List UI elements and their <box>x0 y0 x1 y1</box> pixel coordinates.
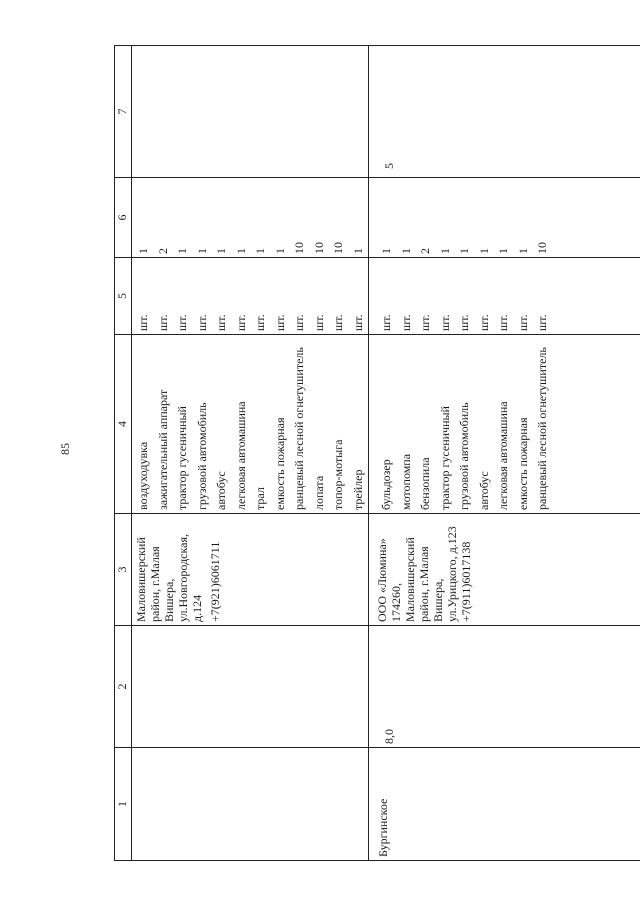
equipment-name: легковая автомашина <box>233 401 248 510</box>
table-row <box>369 46 640 861</box>
equipment-name: емкость пожарная <box>272 417 287 510</box>
equipment-name: мотопомпа <box>398 453 413 510</box>
equipment-qty: 1 <box>233 248 248 254</box>
address-line: д.124 <box>190 594 204 622</box>
equipment-qty: 10 <box>292 242 306 254</box>
equipment-name: автобус <box>476 471 491 510</box>
equipment-name: воздуходувка <box>136 441 150 510</box>
resources-table <box>114 45 640 861</box>
equipment-name: ранцевый лесной огнетушитель <box>292 347 306 510</box>
equipment-unit: шт. <box>496 314 510 331</box>
header-row <box>115 46 132 861</box>
equipment-unit: шт. <box>214 314 228 331</box>
equipment-qty: 1 <box>476 248 491 254</box>
equipment-unit: шт. <box>418 314 432 331</box>
equipment-names-cell <box>132 335 369 514</box>
equipment-name: автобус <box>214 471 228 510</box>
phone-number: +7(911)6017138 <box>459 541 473 622</box>
equipment-units-cell <box>132 258 369 335</box>
postal-code: 174260, <box>389 583 403 622</box>
equipment-unit: шт. <box>476 314 491 331</box>
col7-cell: 5 <box>369 46 640 178</box>
table-header <box>115 46 132 861</box>
col7-cell <box>132 46 369 178</box>
equipment-qty: 1 <box>496 248 510 254</box>
equipment-qty: 1 <box>136 248 150 254</box>
equipment-name: топор-мотыга <box>331 439 345 510</box>
equipment-qty: 1 <box>253 248 267 254</box>
organization-cell <box>132 514 369 626</box>
equipment-unit: шт. <box>136 314 150 331</box>
address-line: Вишера, <box>431 578 445 622</box>
header-col-3: 3 <box>115 514 132 626</box>
header-col-2: 2 <box>115 626 132 748</box>
equipment-unit: шт. <box>437 314 452 331</box>
equipment-unit: шт. <box>379 314 393 331</box>
equipment-unit: шт. <box>292 314 306 331</box>
equipment-qty: 1 <box>437 248 452 254</box>
address-line: район, г.Малая <box>417 546 431 622</box>
equipment-name: трейлер <box>350 469 365 510</box>
equipment-name: трал <box>253 487 267 510</box>
equipment-qty-cell <box>132 178 369 258</box>
equipment-name: зажигательный аппарат <box>155 389 170 510</box>
equipment-unit: шт. <box>457 314 471 331</box>
header-col-4: 4 <box>115 335 132 514</box>
equipment-names-cell <box>369 335 640 514</box>
equipment-unit: шт. <box>155 314 170 331</box>
address-line: район, г.Малая <box>148 546 162 622</box>
equipment-unit: шт. <box>272 314 287 331</box>
equipment-name: трактор гусеничный <box>437 406 452 510</box>
equipment-name: бензопила <box>418 457 432 510</box>
address-line: ул.Урицкого, д.123 <box>445 526 459 622</box>
equipment-name: лопата <box>311 475 326 510</box>
equipment-unit: шт. <box>233 314 248 331</box>
phone-number: +7(921)6061711 <box>208 541 222 622</box>
equipment-unit: шт. <box>253 314 267 331</box>
equipment-unit: шт. <box>194 314 209 331</box>
equipment-name: трактор гусеничный <box>175 406 189 510</box>
equipment-name: бульдозер <box>379 459 393 510</box>
page-number: 85 <box>58 443 72 455</box>
equipment-qty: 1 <box>457 248 471 254</box>
equipment-qty: 1 <box>272 248 287 254</box>
equipment-unit: шт. <box>350 314 365 331</box>
equipment-qty: 1 <box>194 248 209 254</box>
equipment-unit: шт. <box>535 314 549 331</box>
equipment-qty-cell <box>369 178 640 258</box>
address-line: Маловишерский <box>403 537 417 622</box>
header-col-7: 7 <box>115 46 132 178</box>
equipment-name: грузовой автомобиль <box>457 402 471 510</box>
equipment-name: легковая автомашина <box>496 401 510 510</box>
equipment-qty: 1 <box>379 248 393 254</box>
equipment-qty: 1 <box>398 248 413 254</box>
area-cell: 8,0 <box>369 626 640 748</box>
equipment-qty: 1 <box>350 248 365 254</box>
equipment-qty: 1 <box>175 248 189 254</box>
equipment-qty: 1 <box>515 248 530 254</box>
organization-name: ООО «Люмина» <box>375 538 389 622</box>
equipment-qty: 2 <box>418 248 432 254</box>
header-col-5: 5 <box>115 258 132 335</box>
table-row <box>132 46 369 861</box>
equipment-name: грузовой автомобиль <box>194 402 209 510</box>
header-col-6: 6 <box>115 178 132 258</box>
equipment-name: емкость пожарная <box>515 417 530 510</box>
organization-cell <box>369 514 640 626</box>
address-line: Маловишерский <box>134 537 148 622</box>
header-col-1: 1 <box>115 748 132 861</box>
equipment-qty: 10 <box>535 242 549 254</box>
equipment-unit: шт. <box>398 314 413 331</box>
address-line: ул.Новгородская, <box>176 534 190 622</box>
equipment-qty: 1 <box>214 248 228 254</box>
equipment-qty: 10 <box>331 242 345 254</box>
equipment-unit: шт. <box>311 314 326 331</box>
area-cell <box>132 626 369 748</box>
equipment-name: ранцевый лесной огнетушитель <box>535 347 549 510</box>
equipment-unit: шт. <box>515 314 530 331</box>
equipment-qty: 2 <box>155 248 170 254</box>
address-line: Вишера, <box>162 578 176 622</box>
equipment-units-cell <box>369 258 640 335</box>
settlement-cell: Бургинское <box>369 748 640 861</box>
equipment-unit: шт. <box>331 314 345 331</box>
settlement-cell <box>132 748 369 861</box>
resources-table-rotated <box>114 46 638 861</box>
equipment-qty: 10 <box>311 242 326 254</box>
equipment-unit: шт. <box>175 314 189 331</box>
